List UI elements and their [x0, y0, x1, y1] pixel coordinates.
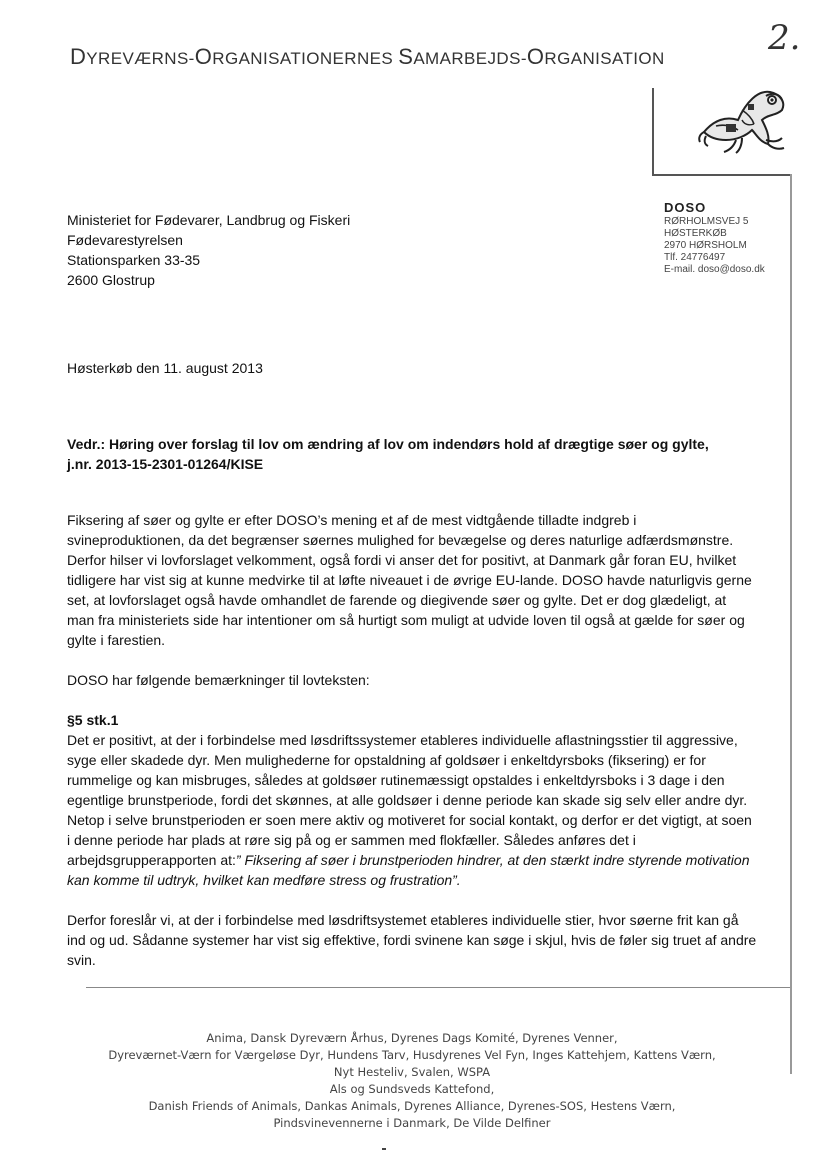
recipient-line: 2600 Glostrup	[67, 272, 155, 288]
sender-address	[664, 200, 765, 276]
member-organizations-footer	[40, 1030, 784, 1132]
section-title: §5 stk.1	[67, 712, 119, 728]
footer-line: Nyt Hesteliv, Svalen, WSPA	[333, 1065, 491, 1079]
subject-line	[67, 434, 757, 474]
footer-line: Dyreværnet-Værn for Værgeløse Dyr, Hundens Tarv, Husdyrenes Vel Fyn, Inges Kattehjem, Kattens Værn,	[108, 1048, 716, 1062]
scan-mark	[382, 1148, 386, 1150]
sender-phone: Tlf. 24776497	[664, 252, 726, 263]
sender-postal-code: 2970 HØRSHOLM	[664, 240, 747, 251]
body-paragraph: DOSO har følgende bemærkninger til lovteksten:	[67, 672, 370, 688]
sender-name: DOSO	[664, 200, 707, 215]
body-paragraph: Derfor foreslår vi, at der i forbindelse med løsdriftsystemet etableres individuelle stier, hvor søerne frit kan gå ind og ud. Sådanne systemer har vist sig effektive, fordi svinene kan søge i skjul, hvis de føler sig truet af andre svin.	[67, 912, 757, 968]
letterhead-divider-vertical	[652, 88, 654, 174]
footer-divider	[86, 987, 790, 988]
recipient-line: Stationsparken 33-35	[67, 252, 201, 268]
subject-line-1: Vedr.: Høring over forslag til lov om ændring af lov om indendørs hold af drægtige søer og gylte,	[67, 436, 709, 452]
footer-line: Als og Sundsveds Kattefond,	[329, 1082, 495, 1096]
frog-logo-icon	[696, 80, 791, 155]
body-paragraph: Fiksering af søer og gylte er efter DOSO’s mening et af de mest vidtgående tilladte indgreb i svineproduktionen, da det begrænser søernes mulighed for bevægelse og deres naturlige adfærdsmønstre. Derfor hilser vi lovforslaget velkomment, også fordi vi anser det for positivt, at Danmark går foran EU, hvilket tidligere har vist sig at kunne medvirke til at løfte niveauet i de øvrige EU-lande. DOSO havde naturligvis gerne set, at lovforslaget også havde omhandlet de farende og diegivende søer og gylte. Det er dog glædeligt, at man fra ministeriets side har intentioner om så hurtigt som muligt at udvide loven til også at gælde for søer og gylte i farestien.	[67, 512, 752, 648]
footer-line: Anima, Dansk Dyreværn Århus, Dyrenes Dags Komité, Dyrenes Venner,	[206, 1031, 618, 1045]
margin-line	[790, 174, 792, 1074]
organization-name: DYREVÆRNS-ORGANISATIONERNES SAMARBEJDS-ORGANISATION	[70, 44, 665, 69]
sender-town: HØSTERKØB	[664, 228, 727, 239]
section-paragraph	[67, 710, 757, 890]
sender-street: RØRHOLMSVEJ 5	[664, 216, 749, 227]
recipient-line: Fødevarestyrelsen	[67, 232, 183, 248]
date-line: Høsterkøb den 11. august 2013	[67, 360, 263, 376]
recipient-line: Ministeriet for Fødevarer, Landbrug og Fiskeri	[67, 212, 351, 228]
section-text: Det er positivt, at der i forbindelse med løsdriftssystemer etableres individuelle aflastningsstier til aggressive, syge eller skadede dyr. Men mulighederne for opstaldning af goldsøer i enkeltdyrsboks (fiksering) er for rummelige og kan misbruges, således at goldsøer rutinemæssigt opstaldes i enkeltdyrsboks i 3 dage i den egentlige brunstperiode, fordi det skønnes, at alle goldsøer i denne periode kan skade sig selv eller andre dyr. Netop i selve brunstperioden er soen mere aktiv og motiveret for social kontakt, og derfor er det vigtigt, at soen i denne periode har plads at røre sig på og er sammen med flokfæller. Således anføres det i arbejdsgrupperapporten at:	[67, 732, 752, 868]
letterhead-divider-horizontal	[652, 174, 792, 176]
footer-line: Pindsvinevennerne i Danmark, De Vilde Delfiner	[273, 1116, 551, 1130]
report-quote: ” Fiksering af søer i brunstperioden hindrer, at den stærkt indre styrende motivation kan komme til udtryk, hvilket kan medføre stress og frustration”.	[67, 852, 750, 888]
letter-body	[67, 510, 757, 990]
page-number: 2.	[768, 18, 801, 58]
footer-line: Danish Friends of Animals, Dankas Animals, Dyrenes Alliance, Dyrenes-SOS, Hestens Værn,	[148, 1099, 676, 1113]
subject-line-2: j.nr. 2013-15-2301-01264/KISE	[67, 456, 264, 472]
sender-email: E-mail. doso@doso.dk	[664, 264, 765, 275]
recipient-address	[67, 210, 350, 290]
